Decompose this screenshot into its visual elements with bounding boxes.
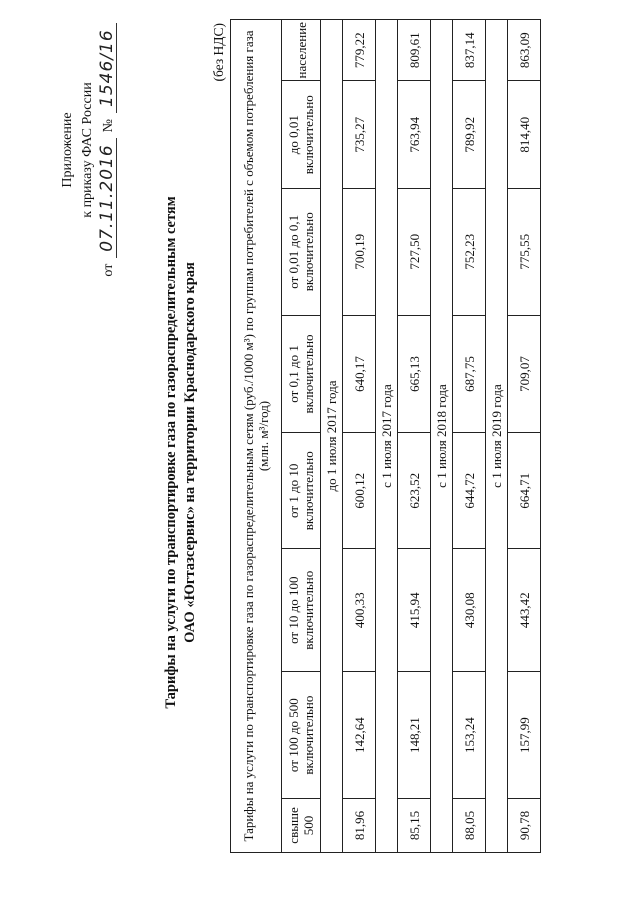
title-line-1: Тарифы на услуги по транспортировке газа по газораспределительным сетям (163, 196, 179, 709)
table-row (453, 20, 486, 853)
tariff-value: 400,33 (343, 549, 376, 672)
table-row (343, 20, 376, 853)
table-body (321, 20, 541, 853)
period-row (486, 20, 508, 853)
table-row (398, 20, 431, 853)
period-row (321, 20, 343, 853)
tariff-value: 789,92 (453, 81, 486, 188)
vat-note: (без НДС) (211, 23, 226, 82)
table-row (508, 20, 541, 853)
tariff-value: 85,15 (398, 798, 431, 852)
tariff-value: 600,12 (343, 433, 376, 549)
tariff-value: 430,08 (453, 549, 486, 672)
number-label: № (101, 118, 116, 133)
tariff-value: 735,27 (343, 81, 376, 188)
order-reference: к приказу ФАС России (80, 82, 95, 218)
column-header: до 0,01 включительно (282, 81, 321, 188)
tariff-value: 665,13 (398, 315, 431, 433)
tariff-value: 148,21 (398, 672, 431, 799)
order-number: 1546/16 (98, 23, 117, 113)
column-header: от 0,1 до 1 включительно (282, 315, 321, 433)
tariff-value: 415,94 (398, 549, 431, 672)
tariff-table (230, 19, 541, 853)
tariff-value: 142,64 (343, 672, 376, 799)
appendix-block (58, 29, 119, 277)
tariff-value: 863,09 (508, 20, 541, 81)
document-title (162, 20, 200, 885)
period-label: с 1 июля 2019 года (486, 20, 508, 853)
period-label: с 1 июля 2017 года (376, 20, 398, 853)
tariff-value: 644,72 (453, 433, 486, 549)
tariff-value: 90,78 (508, 798, 541, 852)
tariff-value: 763,94 (398, 81, 431, 188)
appendix-label: Приложение (60, 112, 75, 188)
period-label: до 1 июля 2017 года (321, 20, 343, 853)
tariff-value: 775,55 (508, 188, 541, 315)
tariff-value: 81,96 (343, 798, 376, 852)
tariff-value: 640,17 (343, 315, 376, 433)
tariff-value: 687,75 (453, 315, 486, 433)
column-header-row (282, 20, 321, 853)
column-header: от 100 до 500 включительно (282, 672, 321, 799)
tariff-value: 623,52 (398, 433, 431, 549)
order-date-number (97, 29, 119, 277)
tariff-value: 88,05 (453, 798, 486, 852)
column-header: от 10 до 100 включительно (282, 549, 321, 672)
tariff-value: 157,99 (508, 672, 541, 799)
period-row (431, 20, 453, 853)
column-header: от 1 до 10 включительно (282, 433, 321, 549)
tariff-value: 709,07 (508, 315, 541, 433)
from-label: от (101, 263, 116, 277)
table-group-header: Тарифы на услуги по транспортировке газа по газораспределительным сетям (руб./1000 м³) по группам потребителей с объемом потребления газа (млн. м³/год) (231, 20, 282, 853)
tariff-value: 814,40 (508, 81, 541, 188)
period-label: с 1 июля 2018 года (431, 20, 453, 853)
tariff-value: 700,19 (343, 188, 376, 315)
tariff-value: 779,22 (343, 20, 376, 81)
column-header: от 0,01 до 0,1 включительно (282, 188, 321, 315)
period-row (376, 20, 398, 853)
column-header: свыше 500 (282, 798, 321, 852)
tariff-value: 837,14 (453, 20, 486, 81)
column-header: население (282, 20, 321, 81)
tariff-value: 752,23 (453, 188, 486, 315)
tariff-value: 809,61 (398, 20, 431, 81)
order-date: 07.11.2016 (98, 138, 117, 257)
tariff-value: 153,24 (453, 672, 486, 799)
tariff-value: 727,50 (398, 188, 431, 315)
title-line-2: ОАО «Югтазсервис» на территории Краснодарского края (182, 262, 198, 643)
tariff-value: 664,71 (508, 433, 541, 549)
tariff-value: 443,42 (508, 549, 541, 672)
